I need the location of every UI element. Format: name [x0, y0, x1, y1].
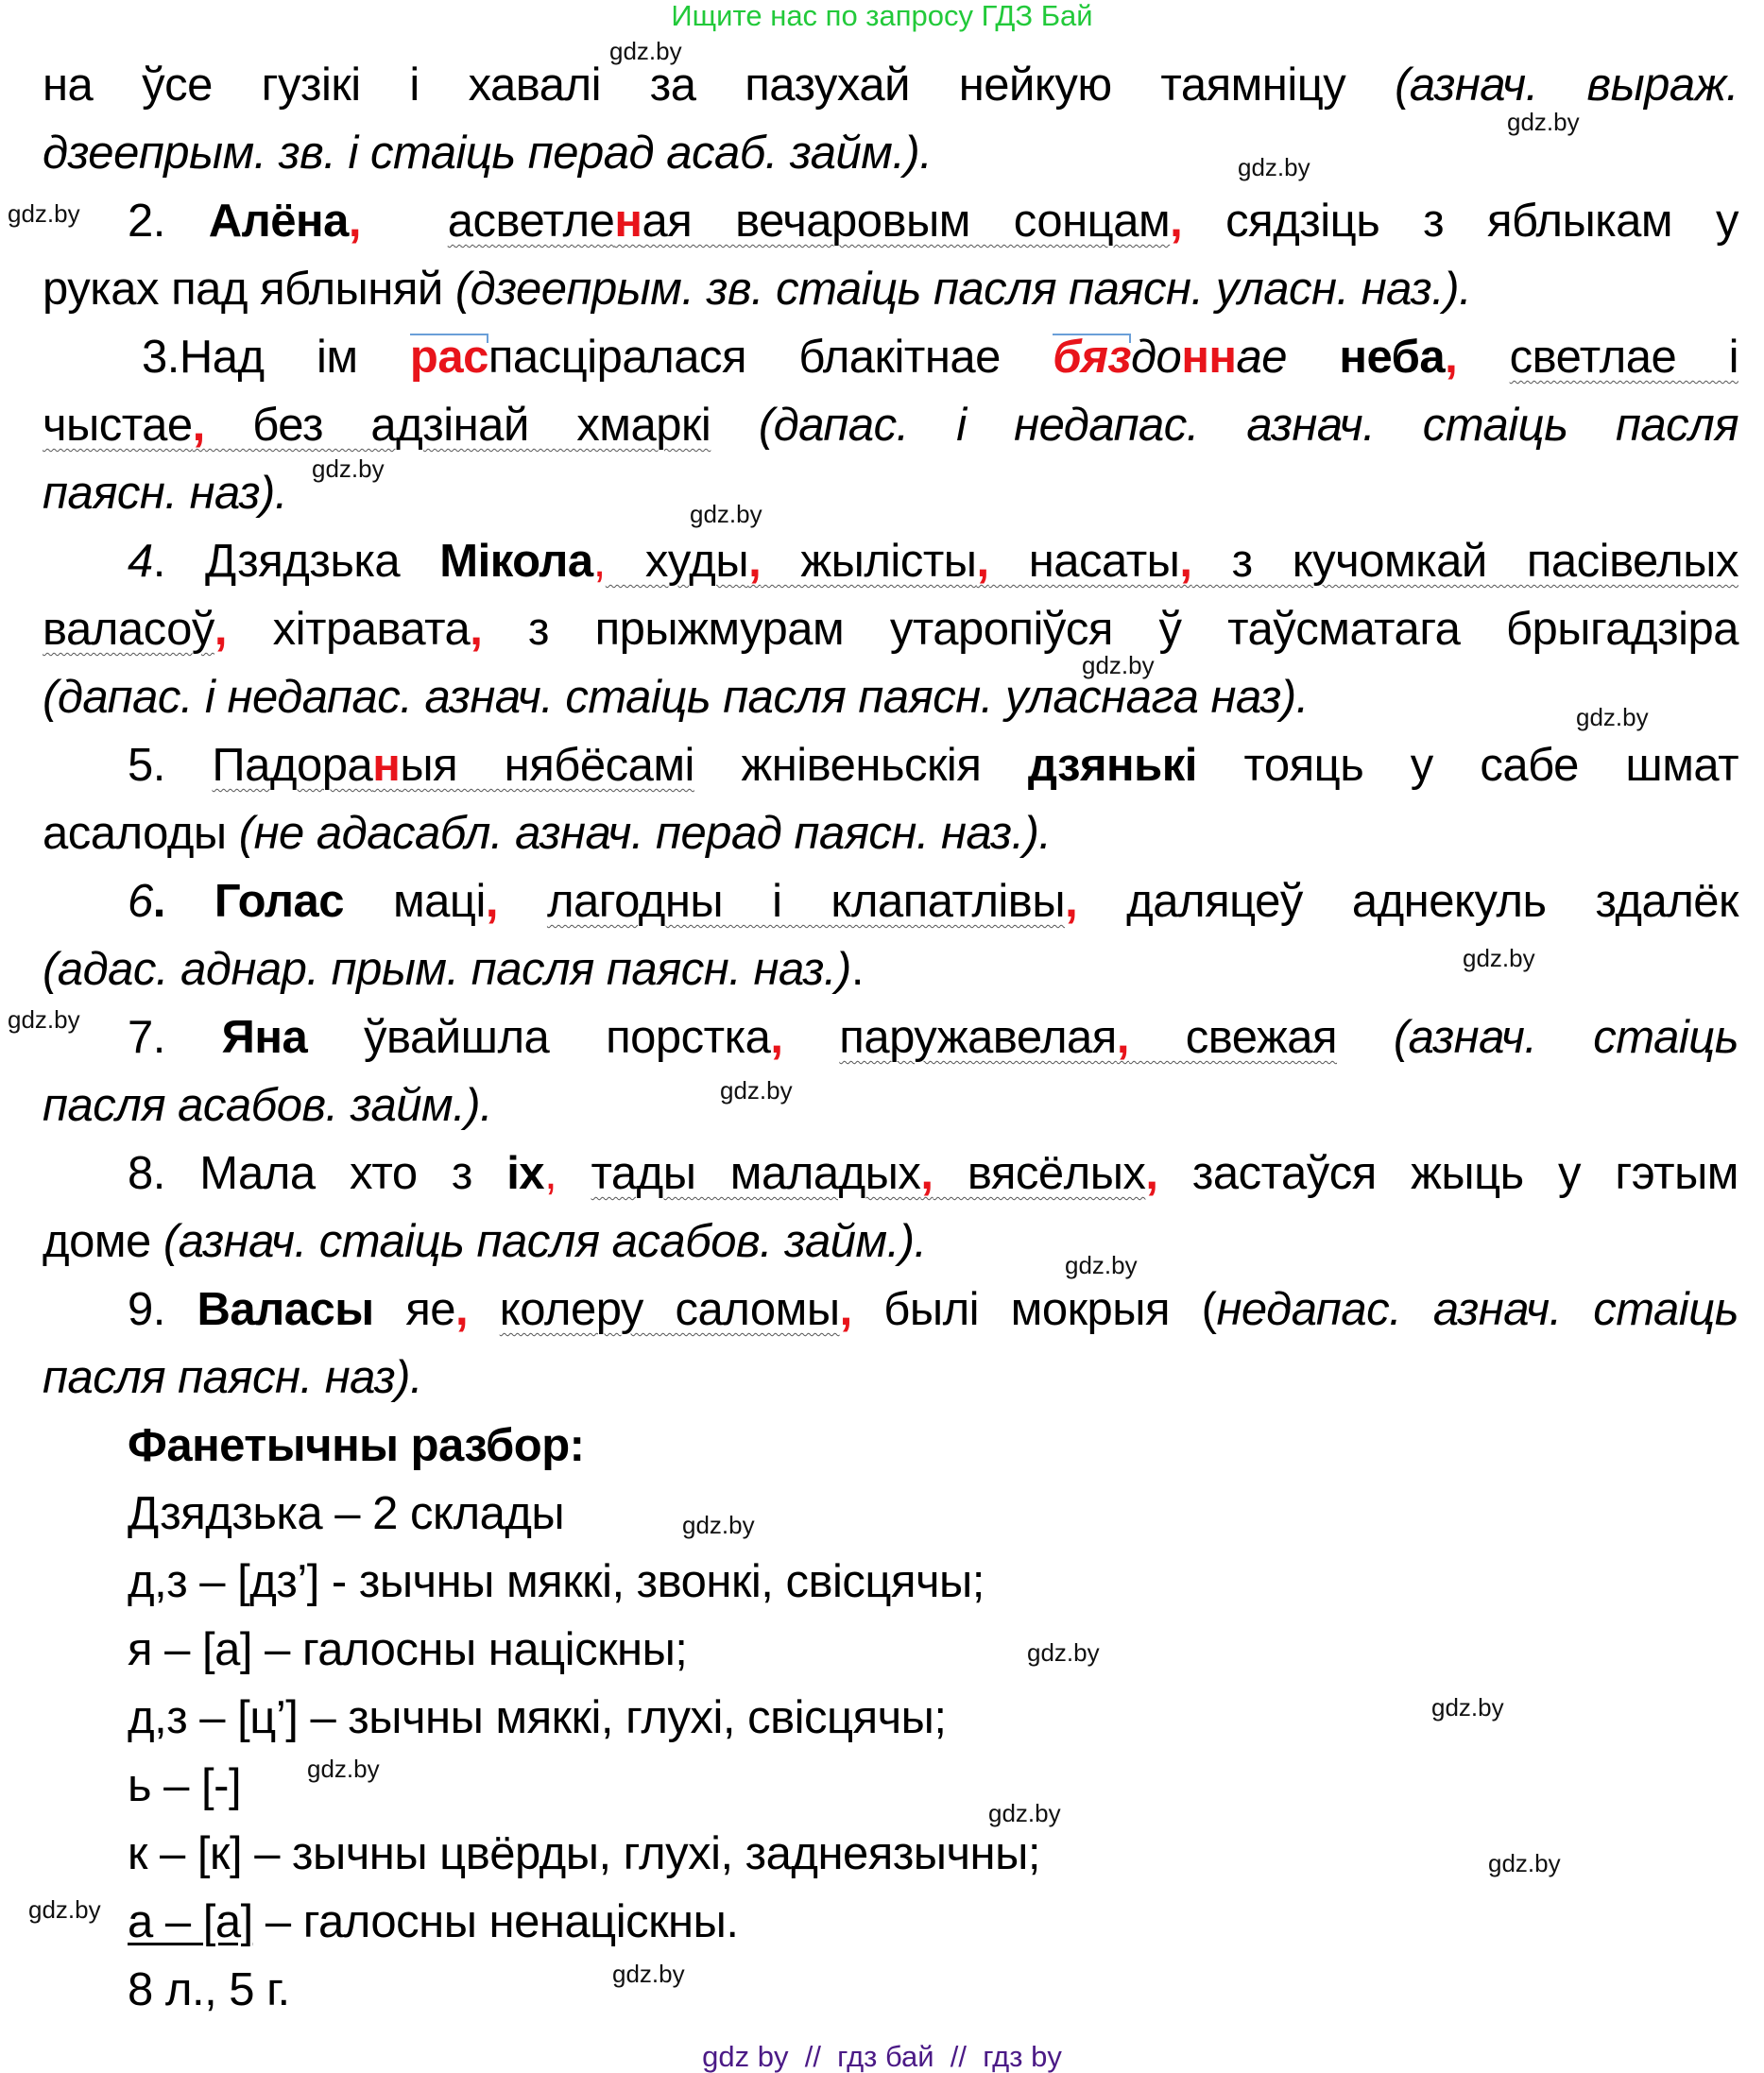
red-comma: ,: [1065, 876, 1078, 927]
watermark: gdz.by: [1082, 651, 1155, 679]
watermark: gdz.by: [1431, 1693, 1504, 1722]
text: жнівеньскія: [694, 740, 1028, 791]
watermark: gdz.by: [612, 1960, 685, 1988]
item-number: 9.: [128, 1284, 197, 1335]
sentence-3-line-2: [43, 397, 1738, 454]
sentence-7-line-1: [128, 1009, 1738, 1066]
watermark: gdz.by: [8, 199, 80, 228]
red-comma: ,: [1179, 536, 1192, 587]
watermark: gdz.by: [690, 500, 762, 528]
text: а – [а]: [128, 1896, 253, 1947]
text: былі мокрыя (: [851, 1284, 1217, 1335]
subject-word: неба: [1287, 332, 1446, 383]
text: вясёлых: [933, 1148, 1146, 1199]
red-comma: ,: [544, 1148, 557, 1199]
text: 7.: [128, 1012, 222, 1063]
red-comma: ,: [592, 536, 606, 587]
sentence-5-line-1: [128, 737, 1738, 794]
subject-word: Голас: [214, 876, 345, 927]
text: даляцеў аднекуль здалёк: [1077, 876, 1738, 927]
text: руках пад яблыняй: [43, 264, 455, 315]
text: [468, 1284, 500, 1335]
annotation: (азнач. стаіць пасля асабов. займ.).: [163, 1216, 927, 1267]
text: з кучомкай пасівелых: [1191, 536, 1738, 587]
text: паружавелая: [839, 1012, 1117, 1063]
text: – галосны ненаціскны.: [252, 1896, 739, 1947]
phonetic-heading: Фанетычны разбор:: [128, 1420, 585, 1471]
text: ыя нябёсамі: [400, 740, 694, 791]
phonetic-row: ь – [-]: [128, 1760, 242, 1811]
text: 8. Мала хто з: [128, 1148, 507, 1199]
text: тады маладых: [591, 1148, 921, 1199]
annotation: (дапас. і недапас. азнач. стаіць пасля паясн. уласнага наз).: [43, 672, 1309, 723]
annotation: (азнач. выраж.: [1395, 60, 1738, 111]
annotation: паясн. наз).: [43, 468, 287, 519]
red-comma: ,: [1116, 1012, 1129, 1063]
text: свежая: [1128, 1012, 1338, 1063]
sentence-9-line-1: [128, 1281, 1738, 1338]
text: на ўсе гузікі і хавалі за пазухай нейкую таямніцу: [43, 60, 1396, 111]
sentence-3-line-3: [43, 465, 1743, 522]
text: з прыжмурам утаропіўся ў таўсматага брыгадзіра: [482, 604, 1738, 655]
text: до: [1130, 332, 1182, 383]
text: .: [850, 944, 864, 995]
watermark: gdz.by: [307, 1755, 380, 1783]
prefix-red: рас: [409, 332, 488, 383]
text: [782, 1012, 839, 1063]
text: пасціралася блакітнае: [488, 332, 1053, 383]
text: Падора: [212, 740, 373, 791]
watermark: gdz.by: [1065, 1251, 1138, 1279]
sentence-3-line-1: [142, 329, 1738, 385]
sentence-5-line-2: [43, 805, 1743, 862]
watermark: gdz.by: [720, 1076, 793, 1105]
annotation: пасля асабов. займ.).: [43, 1080, 493, 1131]
red-comma: ,: [920, 1148, 933, 1199]
annotation: (адас. аднар. прым. пасля паясн. наз.): [43, 944, 851, 995]
text: жылісты: [761, 536, 977, 587]
red-comma: ,: [748, 536, 762, 587]
watermark: gdz.by: [609, 37, 682, 65]
red-letters: нн: [1181, 332, 1237, 383]
phonetic-row-last: [128, 1893, 1764, 1950]
text: . Дзядзька: [152, 536, 440, 587]
search-banner: Ищите нас по запросу ГДЗ Бай: [671, 0, 1093, 32]
phonetic-word: Дзядзька – 2 склады: [128, 1488, 565, 1539]
annotation: недапас. азнач. стаіць: [1216, 1284, 1738, 1335]
watermark: gdz.by: [988, 1799, 1061, 1827]
text: доме: [43, 1216, 163, 1267]
watermark: gdz.by: [1488, 1849, 1561, 1877]
text: светлае і: [1509, 332, 1738, 383]
annotation: (дзеепрым. зв. стаіць пасля паясн. уласн. наз.).: [454, 264, 1472, 315]
text: ўвайшла порстка: [307, 1012, 771, 1063]
watermark: gdz.by: [1463, 944, 1535, 972]
text: насаты: [988, 536, 1180, 587]
watermark: gdz.by: [1576, 703, 1649, 731]
text: лагодны і клапатлівы: [546, 876, 1066, 927]
watermark: gdz.by: [1027, 1638, 1100, 1667]
red-letter: н: [372, 740, 401, 791]
subject-word: дзянькі: [1027, 740, 1197, 791]
annotation: (дапас. і недапас. азнач. стаіць пасля: [711, 400, 1738, 451]
sentence-2-line-1: [128, 193, 1738, 249]
text: асалоды: [43, 808, 239, 859]
sentence-6-line-2: [43, 941, 1743, 998]
red-comma: ,: [470, 604, 483, 655]
sentence-1-line-2: [43, 125, 1743, 181]
text: яе: [373, 1284, 455, 1335]
red-comma: ,: [454, 1284, 469, 1335]
phonetic-summary: 8 л., 5 г.: [128, 1964, 290, 2015]
annotation: (азнач. стаіць: [1337, 1012, 1739, 1063]
sentence-8-line-1: [128, 1145, 1738, 1202]
watermark: gdz.by: [682, 1511, 755, 1539]
red-comma: ,: [192, 400, 205, 451]
red-letter: н: [614, 196, 642, 247]
subject-word: Мікола: [439, 536, 593, 587]
red-comma: ,: [1445, 332, 1458, 383]
text: ае: [1236, 332, 1288, 383]
red-comma: ,: [839, 1284, 852, 1335]
sentence-4-line-3: [43, 669, 1743, 726]
watermark: gdz.by: [8, 1005, 80, 1034]
red-comma: ,: [976, 536, 989, 587]
annotation: (не адасабл. азнач. перад паясн. наз.).: [238, 808, 1052, 859]
text: худы: [605, 536, 749, 587]
text: 3.Над ім: [142, 332, 410, 383]
text: маці: [344, 876, 486, 927]
watermark: gdz.by: [1238, 153, 1310, 181]
red-comma: ,: [1170, 196, 1183, 247]
text: 5.: [128, 740, 213, 791]
prefix-red: бяз: [1053, 332, 1131, 383]
text: застаўся жыць у гэтым: [1157, 1148, 1738, 1199]
red-comma: ,: [348, 196, 361, 247]
sentence-8-line-2: [43, 1213, 1743, 1270]
item-number: 6: [128, 876, 153, 927]
item-number: 4: [128, 536, 153, 587]
text: хітравата: [227, 604, 471, 655]
sentence-6-line-1: [128, 873, 1738, 930]
watermark: gdz.by: [312, 454, 385, 483]
red-comma: ,: [214, 604, 228, 655]
phonetic-row: к – [к] – зычны цвёрды, глухі, заднеязычны;: [128, 1828, 1040, 1879]
sentence-4-line-2: [43, 601, 1738, 658]
text: [498, 876, 547, 927]
text: [557, 1148, 591, 1199]
sentence-9-line-2: [43, 1349, 1743, 1406]
watermark: gdz.by: [28, 1895, 101, 1924]
text: ая вечаровым сонцам: [642, 196, 1171, 247]
subject-word: іх: [506, 1148, 545, 1199]
text: колеру саломы: [499, 1284, 840, 1335]
text: [1457, 332, 1509, 383]
red-comma: ,: [1145, 1148, 1158, 1199]
text: без адзінай хмаркі: [204, 400, 711, 451]
phonetic-row: я – [а] – галосны націскны;: [128, 1624, 688, 1675]
item-number: 2.: [128, 196, 209, 247]
text: тояць у сабе шмат: [1196, 740, 1739, 791]
sentence-4-line-1: [128, 533, 1738, 590]
subject-word: Яна: [221, 1012, 308, 1063]
annotation: дзеепрым. зв. і стаіць перад асаб. займ.).: [43, 128, 933, 179]
text: .: [152, 876, 214, 927]
footer-links: gdz by // гдз бай // гдз by: [702, 2040, 1062, 2073]
sentence-1-line-1: [43, 57, 1738, 113]
sentence-7-line-2: [43, 1077, 1743, 1134]
phonetic-row: д,з – [ц’] – зычны мяккі, глухі, свісцячы;: [128, 1692, 947, 1743]
text: асветле: [447, 196, 615, 247]
sentence-2-line-2: [43, 261, 1743, 317]
text: сядзіць з яблыкам у: [1182, 196, 1738, 247]
subject-word: Алёна: [208, 196, 349, 247]
red-comma: ,: [485, 876, 498, 927]
phonetic-row: д,з – [дз’] - зычны мяккі, звонкі, свісцячы;: [128, 1556, 985, 1607]
annotation: пасля паясн. наз).: [43, 1352, 423, 1403]
text: валасоў: [43, 604, 214, 655]
red-comma: ,: [770, 1012, 783, 1063]
text: чыстае: [43, 400, 193, 451]
subject-word: Валасы: [197, 1284, 374, 1335]
watermark: gdz.by: [1507, 108, 1580, 136]
